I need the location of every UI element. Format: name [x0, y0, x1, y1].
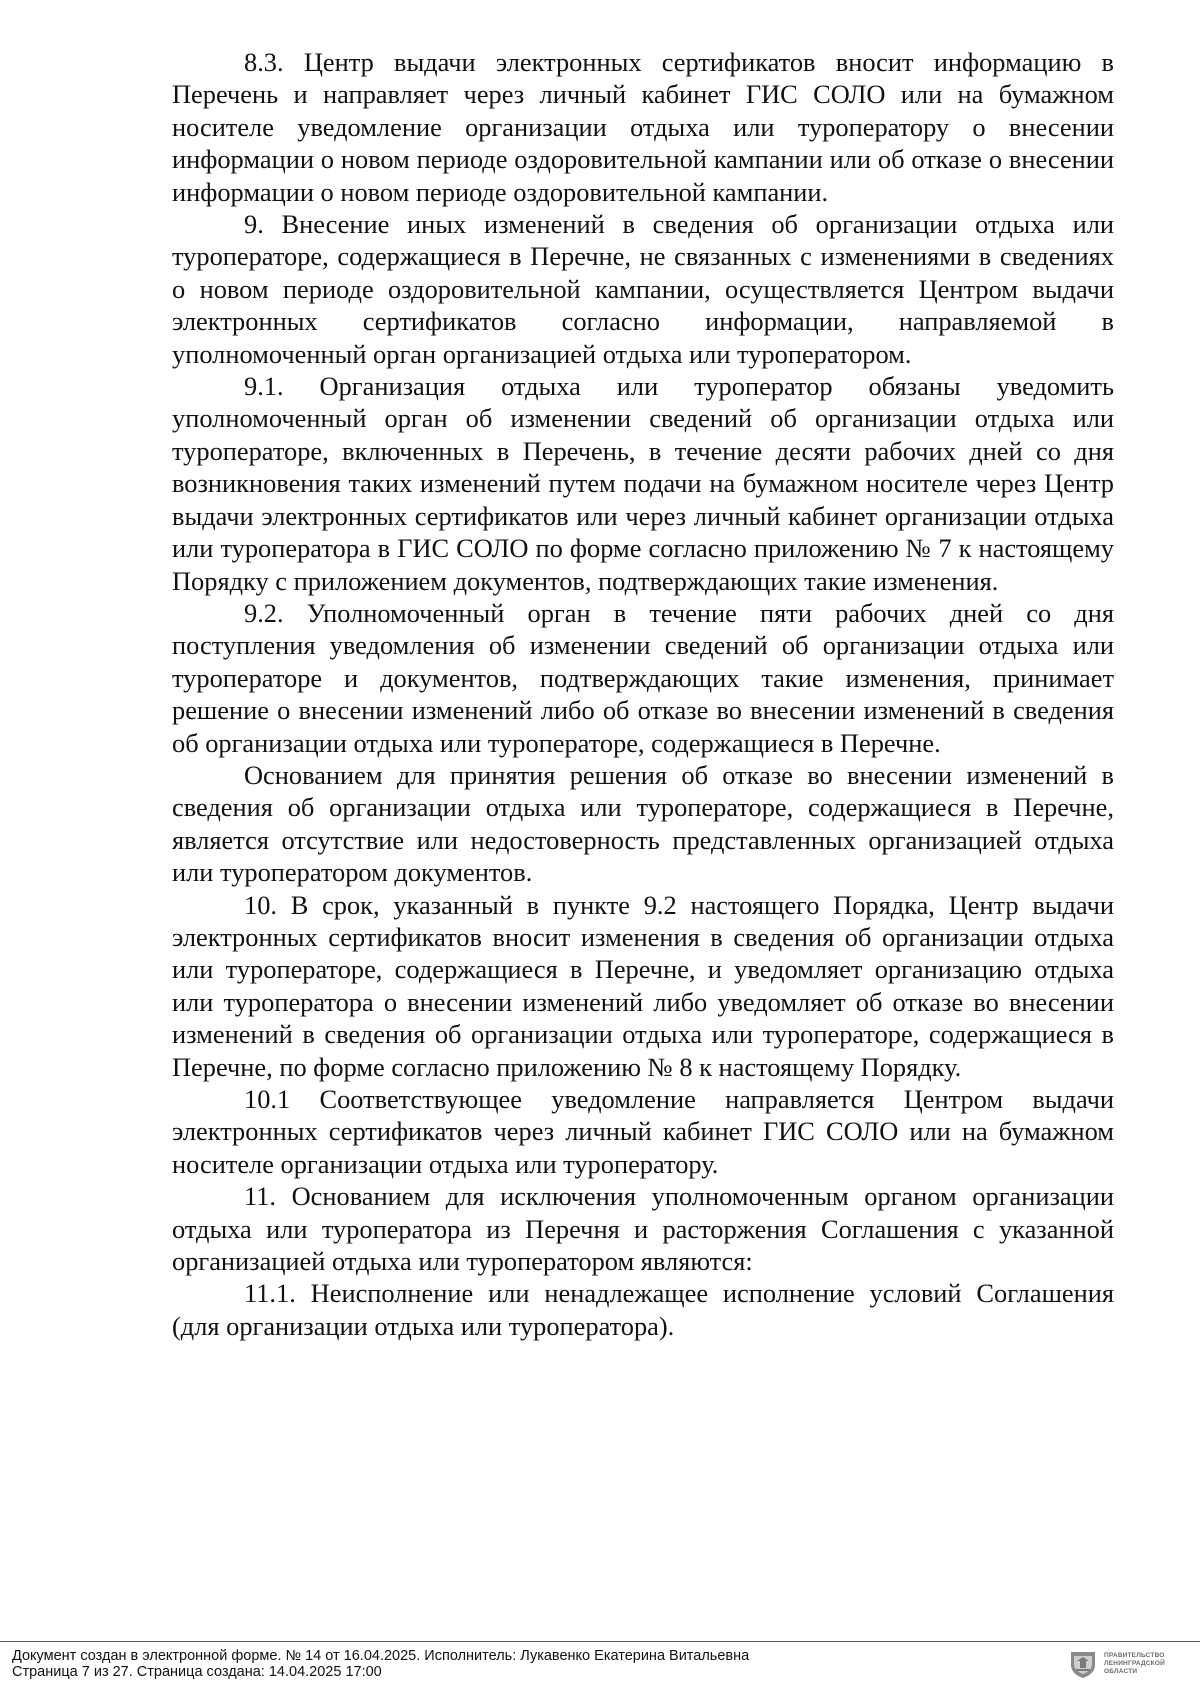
paragraph-11-1: 11.1. Неисполнение или ненадлежащее исполнение условий Соглашения (для организации отдыха или туроператора). — [172, 1278, 1114, 1341]
paragraph-10-1: 10.1 Соответствующее уведомление направляется Центром выдачи электронных сертификатов через личный кабинет ГИС СОЛО или на бумажном носителе организации отдыха или туроператору. — [172, 1084, 1114, 1179]
paragraph-9-2: 9.2. Уполномоченный орган в течение пяти рабочих дней со дня поступления уведомления об изменении сведений об организации отдыха или туроператоре и документов, подтверждающих такие изменения, принимает решение о внесении изменений либо об отказе во внесении изменений в сведения об организации отдыха или туроператоре, содержащиеся в Перечне. — [172, 597, 1114, 758]
government-logo — [1068, 1646, 1192, 1682]
footer-divider — [0, 1641, 1200, 1642]
footer-document-info: Документ создан в электронной форме. № 14 от 16.04.2025. Исполнитель: Лукавенко Екатерина Витальевна — [12, 1648, 750, 1664]
logo-line-1: ПРАВИТЕЛЬСТВО — [1104, 1652, 1165, 1659]
coat-of-arms-icon — [1068, 1649, 1098, 1679]
logo-line-2: ЛЕНИНГРАДСКОЙ — [1104, 1660, 1165, 1667]
paragraph-11: 11. Основанием для исключения уполномоченным органом организации отдыха или туроператора из Перечня и расторжения Соглашения с указанной организацией отдыха или туроператором являются: — [172, 1181, 1114, 1277]
page-footer — [12, 1648, 749, 1680]
paragraph-9-1: 9.1. Организация отдыха или туроператор обязаны уведомить уполномоченный орган об изменении сведений об организации отдыха или туроператоре, включенных в Перечень, в течение десяти рабочих дней со дня возникновения таких изменений путем подачи на бумажном носителе через Центр выдачи электронных сертификатов или через личный кабинет организации отдыха или туроператора в ГИС СОЛО по форме согласно приложению № 7 к настоящему Порядку с приложением документов, подтверждающих такие изменения. — [172, 371, 1114, 596]
paragraph-10: 10. В срок, указанный в пункте 9.2 настоящего Порядка, Центр выдачи электронных сертификатов вносит изменения в сведения об организации отдыха или туроператоре, содержащиеся в Перечне, и уведомляет организацию отдыха или туроператора о внесении изменений либо уведомляет об отказе во внесении изменений в сведения об организации отдыха или туроператоре, содержащиеся в Перечне, по форме согласно приложению № 8 к настоящему Порядку. — [172, 889, 1114, 1082]
logo-caption — [1104, 1652, 1165, 1676]
paragraph-9: 9. Внесение иных изменений в сведения об организации отдыха или туроператоре, содержащиеся в Перечне, не связанных с изменениями в сведениях о новом периоде оздоровительной кампании, осуществляется Центром выдачи электронных сертификатов согласно информации, направляемой в уполномоченный орган организацией отдыха или туроператором. — [172, 209, 1114, 369]
document-body — [172, 46, 1114, 1342]
footer-page-info: Страница 7 из 27. Страница создана: 14.04.2025 17:00 — [12, 1664, 382, 1680]
paragraph-refusal-grounds: Основанием для принятия решения об отказе во внесении изменений в сведения об организации отдыха или туроператоре, содержащиеся в Перечне, является отсутствие или недостоверность представленных организацией отдыха или туроператором документов. — [172, 759, 1114, 888]
paragraph-8-3: 8.3. Центр выдачи электронных сертификатов вносит информацию в Перечень и направляет через личный кабинет ГИС СОЛО или на бумажном носителе уведомление организации отдыха или туроператору о внесении информации о новом периоде оздоровительной кампании или об отказе о внесении информации о новом периоде оздоровительной кампании. — [172, 47, 1114, 207]
logo-line-3: ОБЛАСТИ — [1104, 1668, 1138, 1675]
